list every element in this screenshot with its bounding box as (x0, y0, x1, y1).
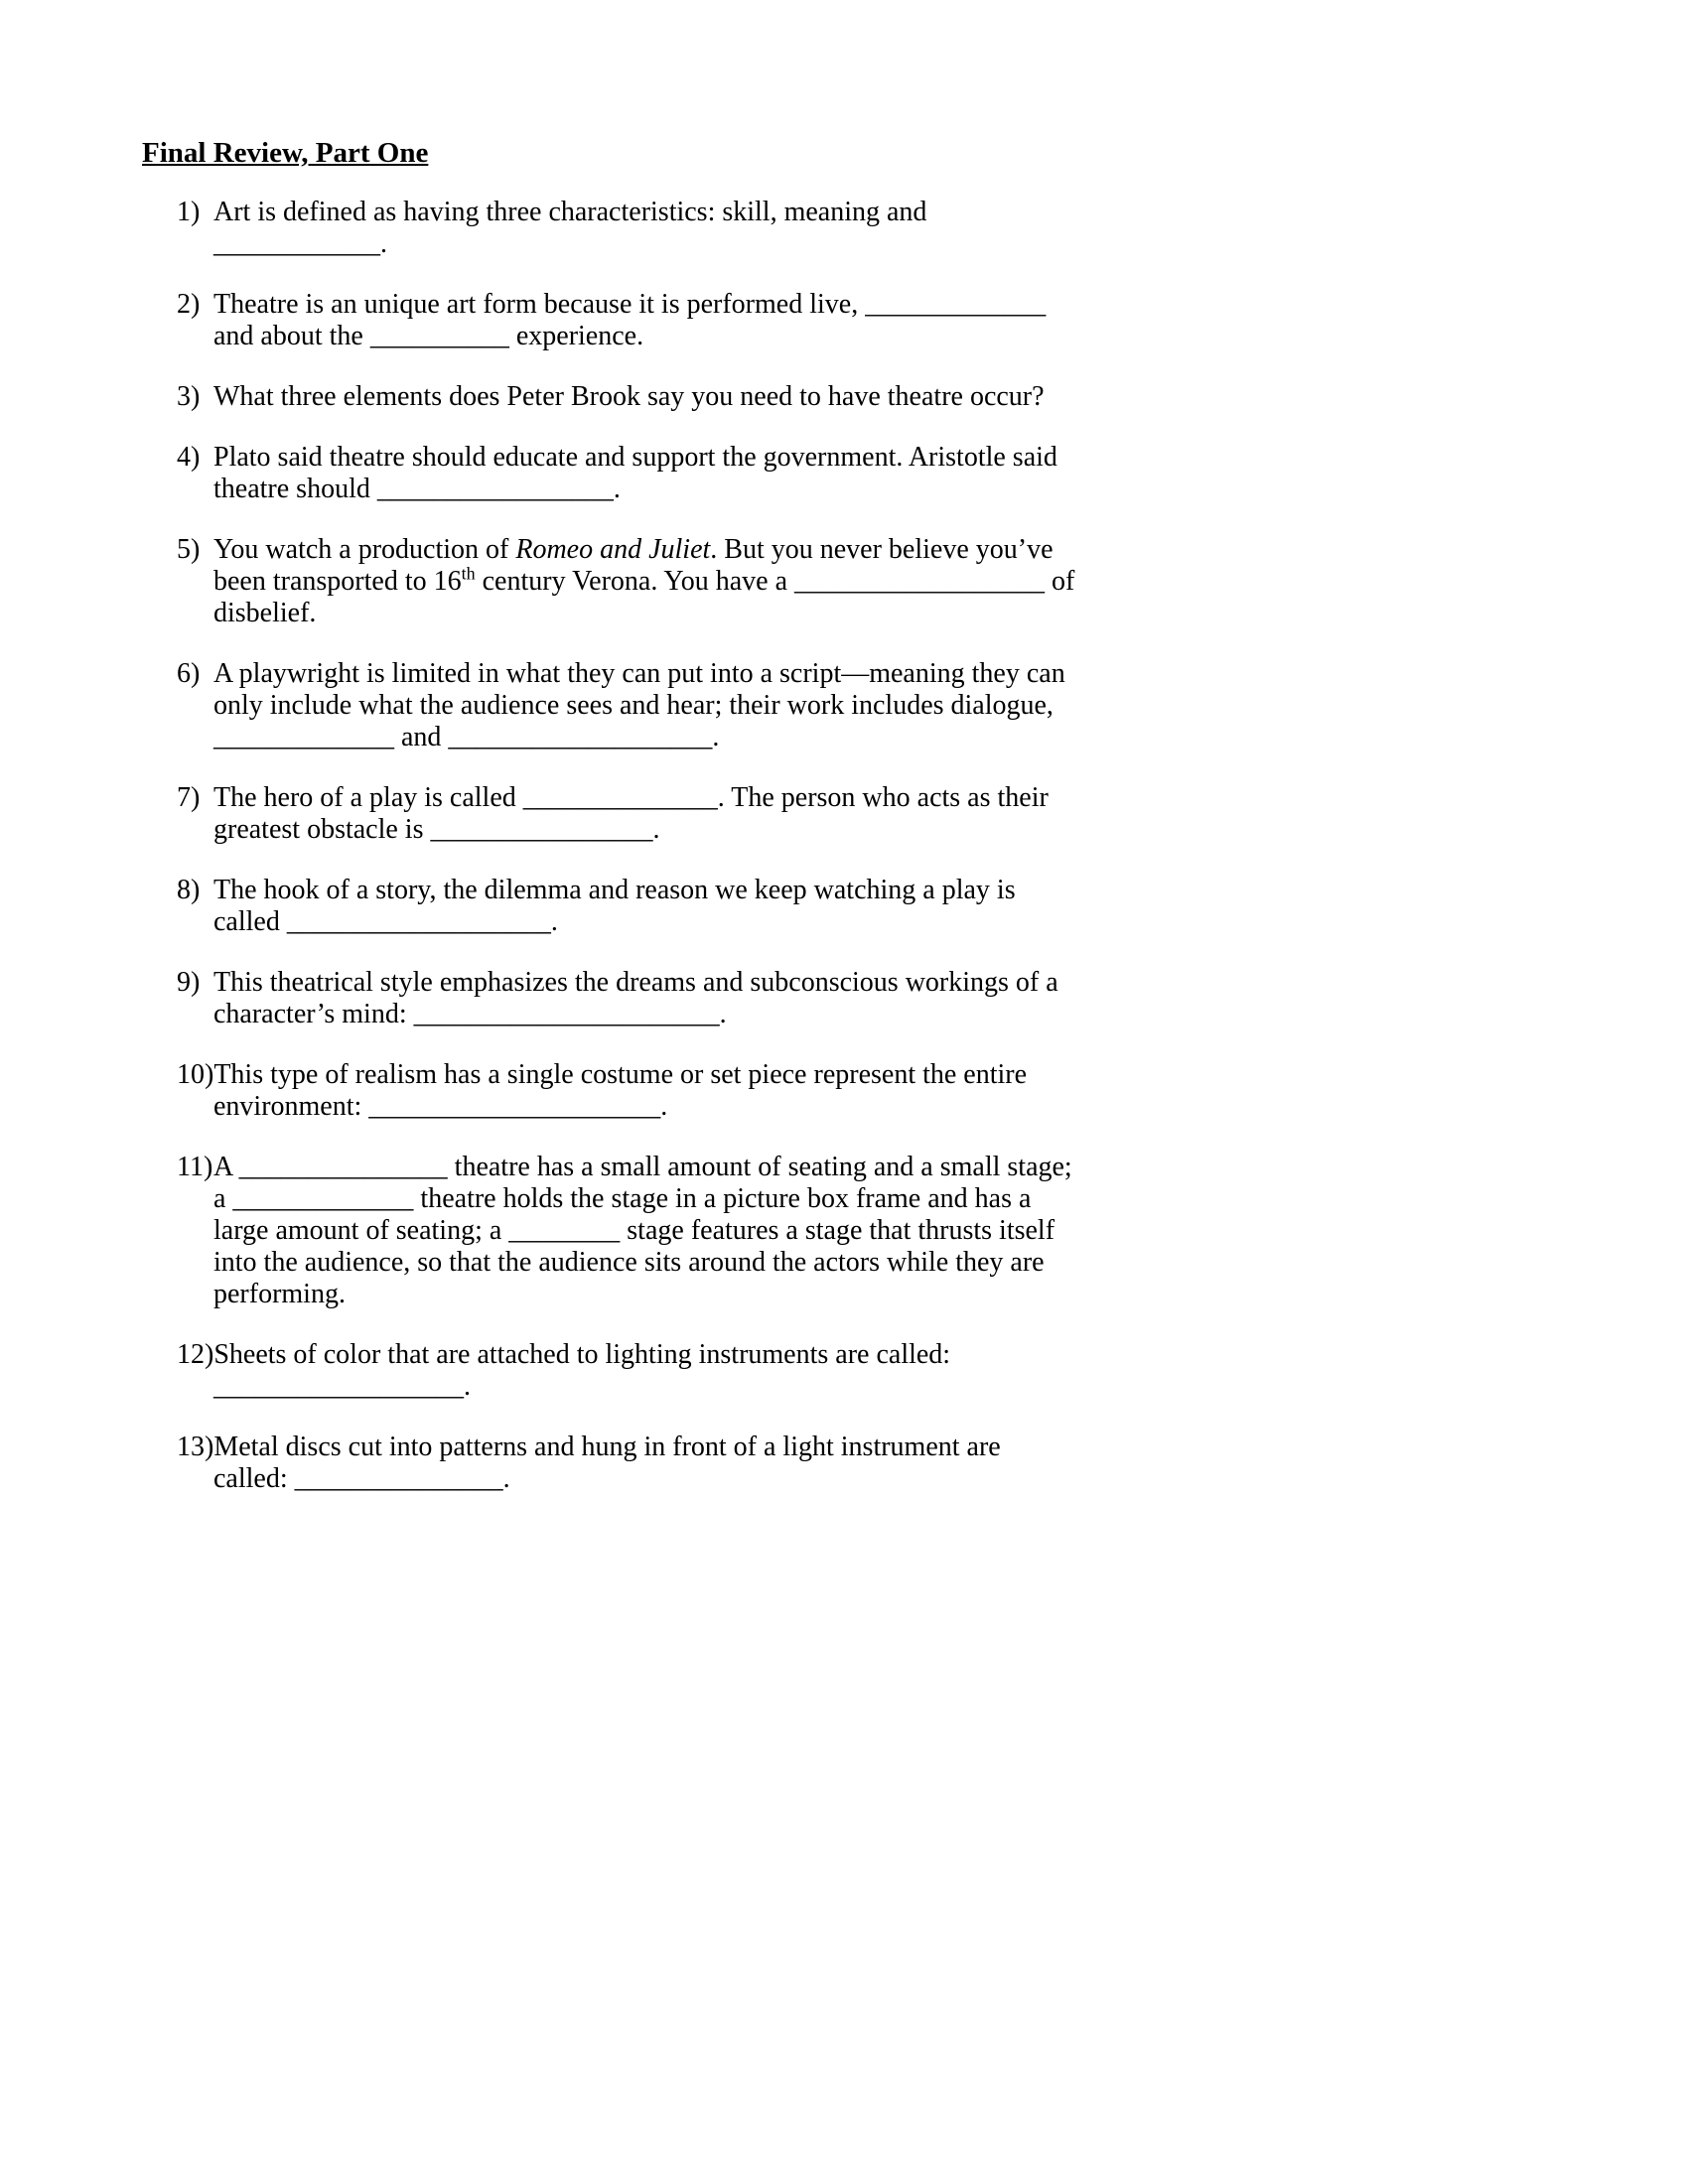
question-text: Art is defined as having three characteristics: skill, meaning and ____________. (213, 197, 927, 259)
question-item-7 (177, 782, 1075, 846)
question-number: 2) (177, 289, 201, 320)
question-text: Plato said theatre should educate and support the government. Aristotle said theatre should _________________. (213, 442, 1057, 504)
question-item-9 (177, 967, 1075, 1030)
question-number: 1) (177, 197, 201, 227)
question-text: The hero of a play is called ______________. The person who acts as their greatest obstacle is ________________. (213, 782, 1049, 845)
question-item-6 (177, 658, 1075, 753)
question-number: 5) (177, 534, 201, 565)
question-item-12 (177, 1339, 1075, 1403)
question-item-10 (177, 1059, 1075, 1123)
question-item-8 (177, 875, 1075, 938)
question-text: Metal discs cut into patterns and hung in front of a light instrument are called: _______________. (213, 1432, 1001, 1494)
question-text: What three elements does Peter Brook say you need to have theatre occur? (213, 381, 1045, 412)
question-number: 6) (177, 658, 201, 689)
question-number: 11) (177, 1152, 213, 1182)
question-text-part: . But you never believe you’ve been transported to 16 (213, 534, 1054, 597)
page-title: Final Review, Part One (142, 137, 429, 169)
question-item-5 (177, 534, 1075, 629)
question-text-superscript: th (461, 563, 476, 584)
question-number: 13) (177, 1432, 214, 1462)
question-text: A playwright is limited in what they can put into a script—meaning they can only include what the audience sees and hear; their work includes dialogue, _____________ and ___________________. (213, 658, 1065, 752)
question-number: 10) (177, 1059, 214, 1090)
question-item-2 (177, 289, 1075, 352)
question-number: 3) (177, 381, 201, 412)
question-text-part: century Verona. You have a __________________ of disbelief. (213, 566, 1075, 628)
question-list (177, 197, 1075, 1495)
question-number: 12) (177, 1339, 214, 1370)
question-text-italic-title: Romeo and Juliet (515, 534, 711, 565)
question-text-part: You watch a production of (213, 534, 516, 565)
question-item-4 (177, 442, 1075, 505)
question-item-3 (177, 381, 1075, 413)
question-item-1 (177, 197, 1075, 260)
question-text: This theatrical style emphasizes the dreams and subconscious workings of a character’s mind: ______________________. (213, 967, 1058, 1029)
question-text: A _______________ theatre has a small amount of seating and a small stage; a _____________ theatre holds the stage in a picture box frame and has a large amount of seating; a ________ stage features a stage that thrusts itself into the audience, so that the audience sits around the actors while they are performing. (213, 1152, 1072, 1309)
question-item-13 (177, 1432, 1075, 1495)
question-text: Sheets of color that are attached to lighting instruments are called: __________________. (213, 1339, 951, 1402)
question-number: 7) (177, 782, 201, 813)
question-text: The hook of a story, the dilemma and reason we keep watching a play is called ___________________. (213, 875, 1016, 937)
question-text: Theatre is an unique art form because it is performed live, _____________ and about the __________ experience. (213, 289, 1047, 351)
question-item-11 (177, 1152, 1075, 1310)
question-number: 4) (177, 442, 201, 473)
question-number: 8) (177, 875, 201, 905)
question-number: 9) (177, 967, 201, 998)
question-text: This type of realism has a single costume or set piece represent the entire environment: _____________________. (213, 1059, 1028, 1122)
